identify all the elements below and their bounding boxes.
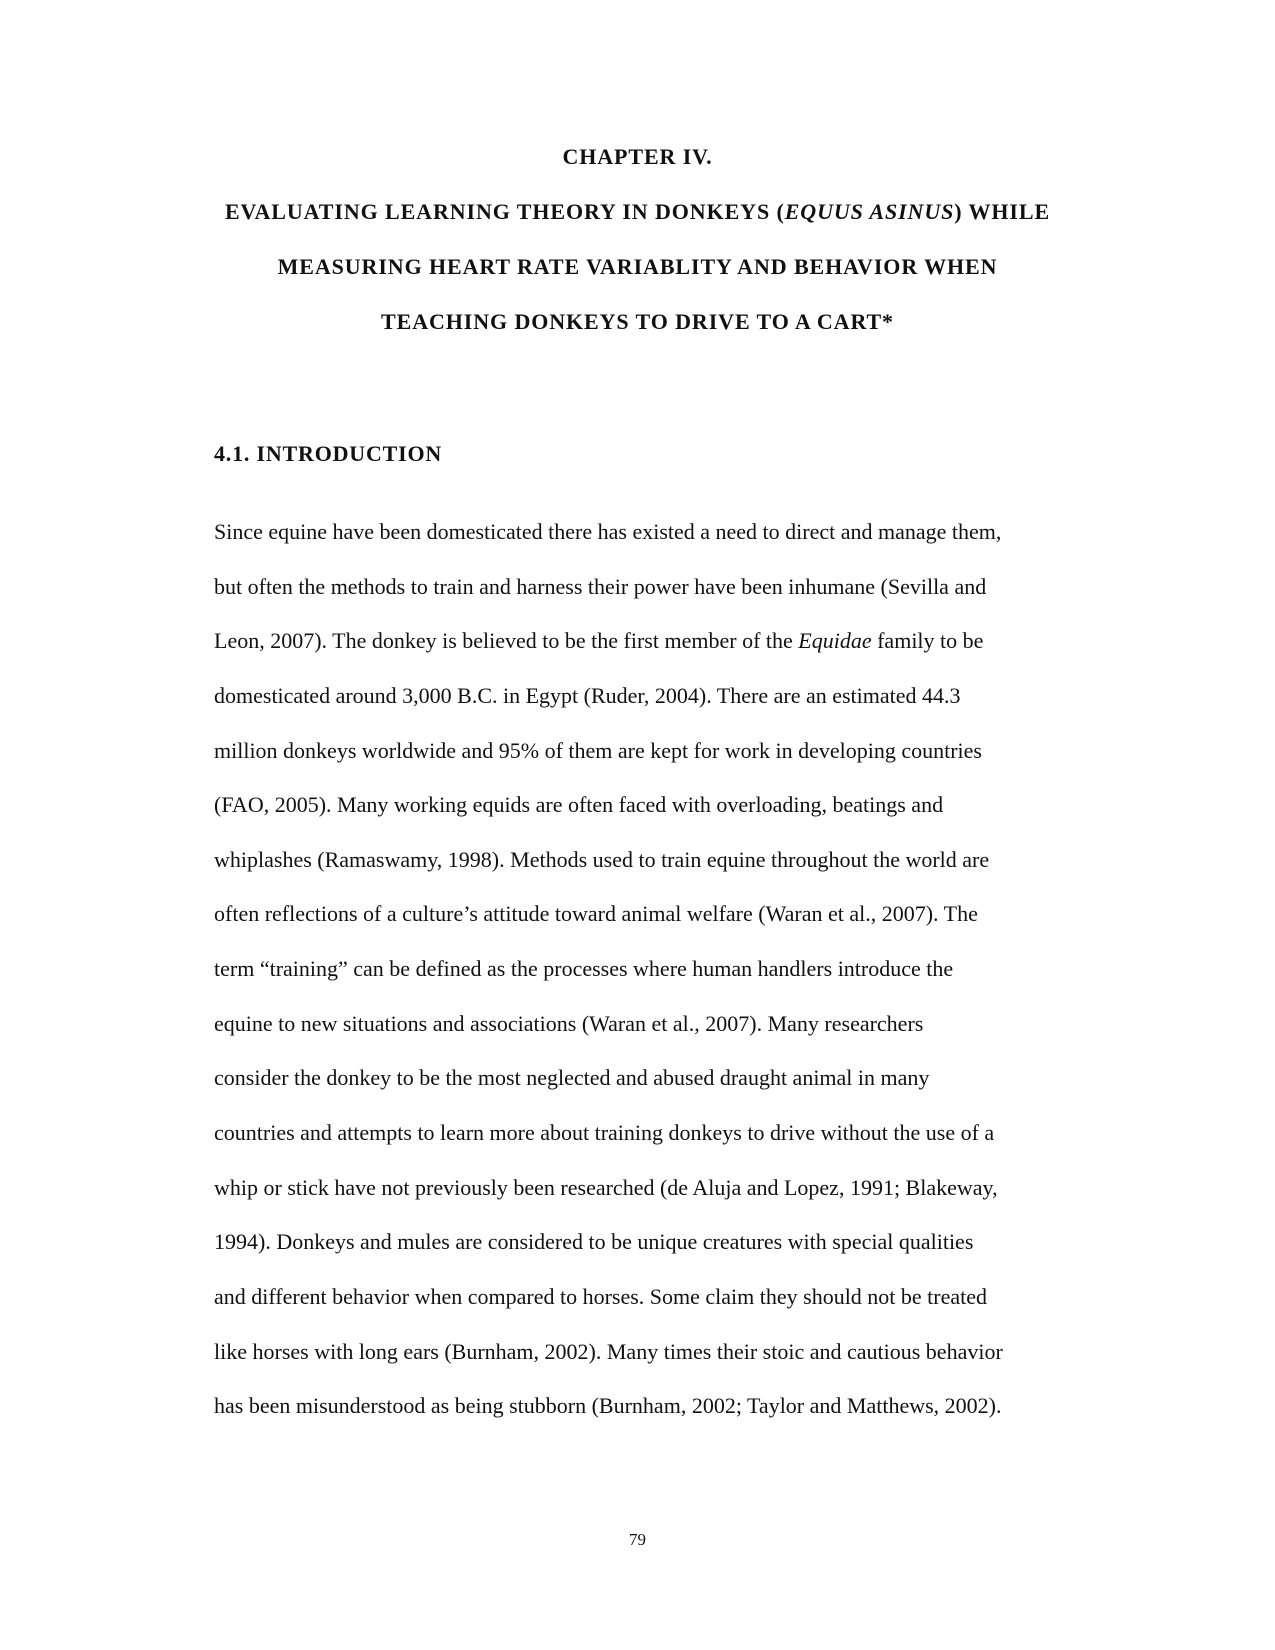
section-heading: 4.1. INTRODUCTION <box>214 441 443 466</box>
species-name-italic: EQUUS ASINUS <box>784 199 955 224</box>
body-line: Since equine have been domesticated there has existed a need to direct and manage them, <box>214 519 1002 544</box>
family-name-italic: Equidae <box>798 628 872 653</box>
body-line: and different behavior when compared to horses. Some claim they should not be treated <box>214 1284 988 1309</box>
body-line: has been misunderstood as being stubborn (Burnham, 2002; Taylor and Matthews, 2002). <box>214 1393 1002 1418</box>
body-line: whiplashes (Ramaswamy, 1998). Methods used to train equine throughout the world are <box>214 847 990 872</box>
body-line: like horses with long ears (Burnham, 2002). Many times their stoic and cautious behavior <box>214 1339 1003 1364</box>
body-line: Leon, 2007). The donkey is believed to be the first member of the Equidae family to be <box>214 628 984 653</box>
body-line: domesticated around 3,000 B.C. in Egypt (Ruder, 2004). There are an estimated 44.3 <box>214 683 961 708</box>
chapter-title-line-3: TEACHING DONKEYS TO DRIVE TO A CART* <box>381 309 894 334</box>
chapter-title-line-1: EVALUATING LEARNING THEORY IN DONKEYS (EQUUS ASINUS) WHILE <box>224 199 1051 224</box>
body-line: equine to new situations and associations (Waran et al., 2007). Many researchers <box>214 1011 924 1036</box>
body-line: countries and attempts to learn more about training donkeys to drive without the use of a <box>214 1120 995 1145</box>
body-line: 1994). Donkeys and mules are considered to be unique creatures with special qualities <box>214 1229 974 1254</box>
body-line: (FAO, 2005). Many working equids are often faced with overloading, beatings and <box>214 792 944 817</box>
chapter-number: CHAPTER IV. <box>562 144 713 169</box>
body-line: consider the donkey to be the most neglected and abused draught animal in many <box>214 1065 930 1090</box>
page-number: 79 <box>629 1530 646 1549</box>
chapter-title-line-2: MEASURING HEART RATE VARIABLITY AND BEHAVIOR WHEN <box>277 254 998 279</box>
body-line: but often the methods to train and harness their power have been inhumane (Sevilla and <box>214 574 987 599</box>
body-line: often reflections of a culture’s attitude toward animal welfare (Waran et al., 2007). The <box>214 901 978 926</box>
body-line: million donkeys worldwide and 95% of them are kept for work in developing countries <box>214 738 982 763</box>
body-line: whip or stick have not previously been researched (de Aluja and Lopez, 1991; Blakeway, <box>214 1175 998 1200</box>
body-line: term “training” can be defined as the processes where human handlers introduce the <box>214 956 954 981</box>
